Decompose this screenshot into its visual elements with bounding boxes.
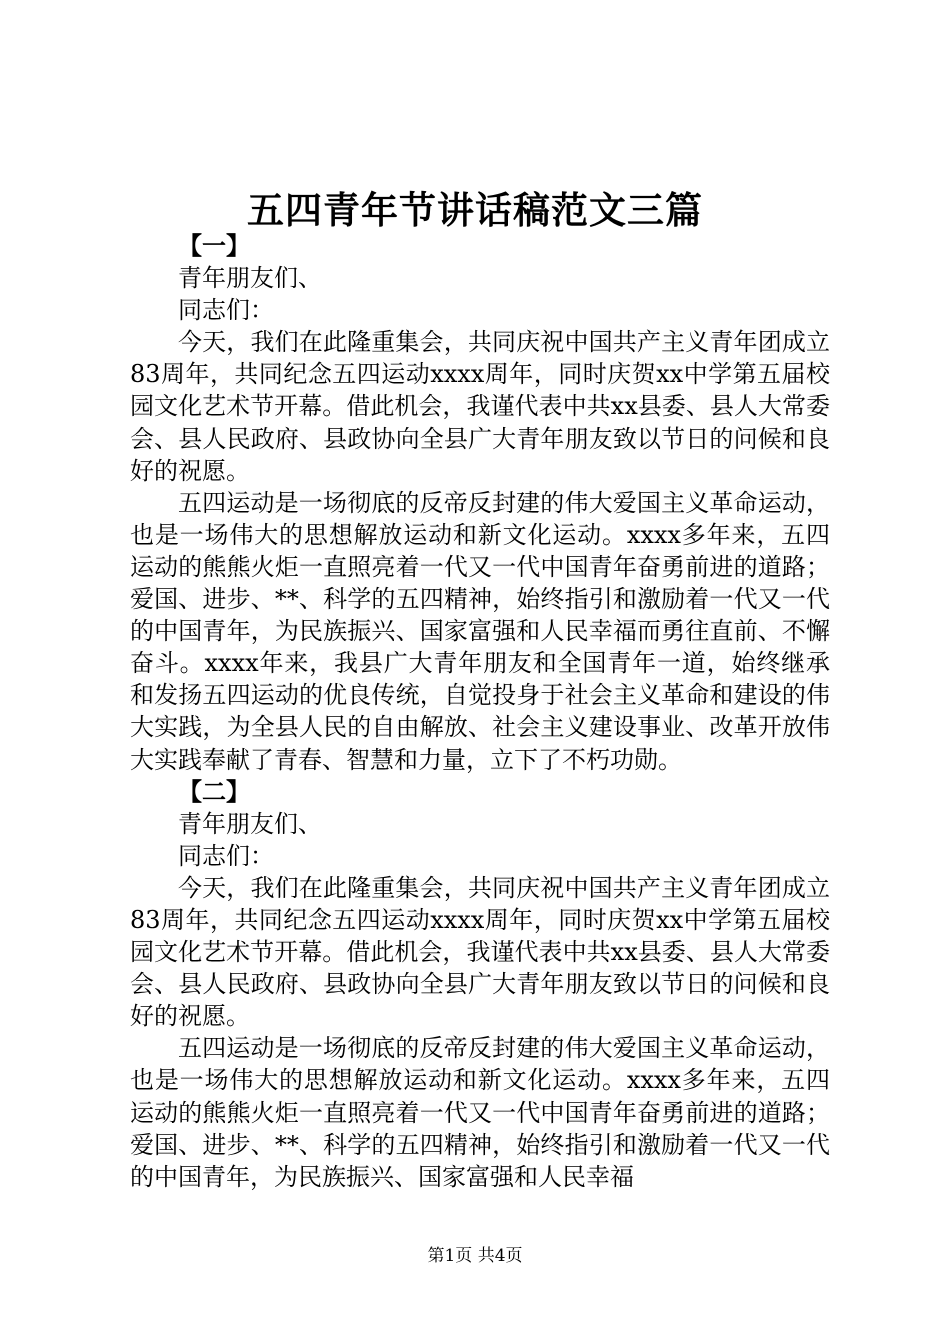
section-heading: 【一】: [178, 231, 250, 260]
body-paragraph: 今天，我们在此隆重集会，共同庆祝中国共产主义青年团成立83周年，共同纪念五四运动xxxx周年，同时庆贺xx中学第五届校园文化艺术节开幕。借此机会，我谨代表中共xx县委、县人大常委会、县人民政府、县政协向全县广大青年朋友致以节日的问候和良好的祝愿。: [130, 328, 830, 485]
body-paragraph: 今天，我们在此隆重集会，共同庆祝中国共产主义青年团成立83周年，共同纪念五四运动xxxx周年，同时庆贺xx中学第五届校园文化艺术节开幕。借此机会，我谨代表中共xx县委、县人大常委会、县人民政府、县政协向全县广大青年朋友致以节日的问候和良好的祝愿。: [130, 873, 830, 1031]
section-heading: 【二】: [178, 776, 250, 806]
document-title: 五四青年节讲话稿范文三篇: [247, 188, 703, 232]
section-two: [130, 776, 830, 1193]
greeting-line: 同志们：: [178, 296, 274, 325]
body-paragraph: 五四运动是一场彻底的反帝反封建的伟大爱国主义革命运动，也是一场伟大的思想解放运动和新文化运动。xxxx多年来，五四运动的熊熊火炬一直照亮着一代又一代中国青年奋勇前进的道路；爱国、进步、**、科学的五四精神，始终指引和激励着一代又一代的中国青年，为民族振兴、国家富强和人民幸福: [130, 1034, 830, 1191]
greeting-line: 青年朋友们、: [178, 264, 322, 293]
greeting-line: 青年朋友们、: [178, 809, 322, 838]
greeting-line: 同志们：: [178, 841, 274, 870]
body-paragraph: 五四运动是一场彻底的反帝反封建的伟大爱国主义革命运动，也是一场伟大的思想解放运动和新文化运动。xxxx多年来，五四运动的熊熊火炬一直照亮着一代又一代中国青年奋勇前进的道路；爱国、进步、**、科学的五四精神，始终指引和激励着一代又一代的中国青年，为民族振兴、国家富强和人民幸福而勇往直前、不懈奋斗。xxxx年来，我县广大青年朋友和全国青年一道，始终继承和发扬五四运动的优良传统，自觉投身于社会主义革命和建设的伟大实践，为全县人民的自由解放、社会主义建设事业、改革开放伟大实践奉献了青春、智慧和力量，立下了不朽功勋。: [130, 488, 830, 774]
page-number-footer: 第1页 共4页: [427, 1246, 523, 1266]
document-body: [130, 230, 830, 1191]
section-one: [130, 230, 830, 776]
